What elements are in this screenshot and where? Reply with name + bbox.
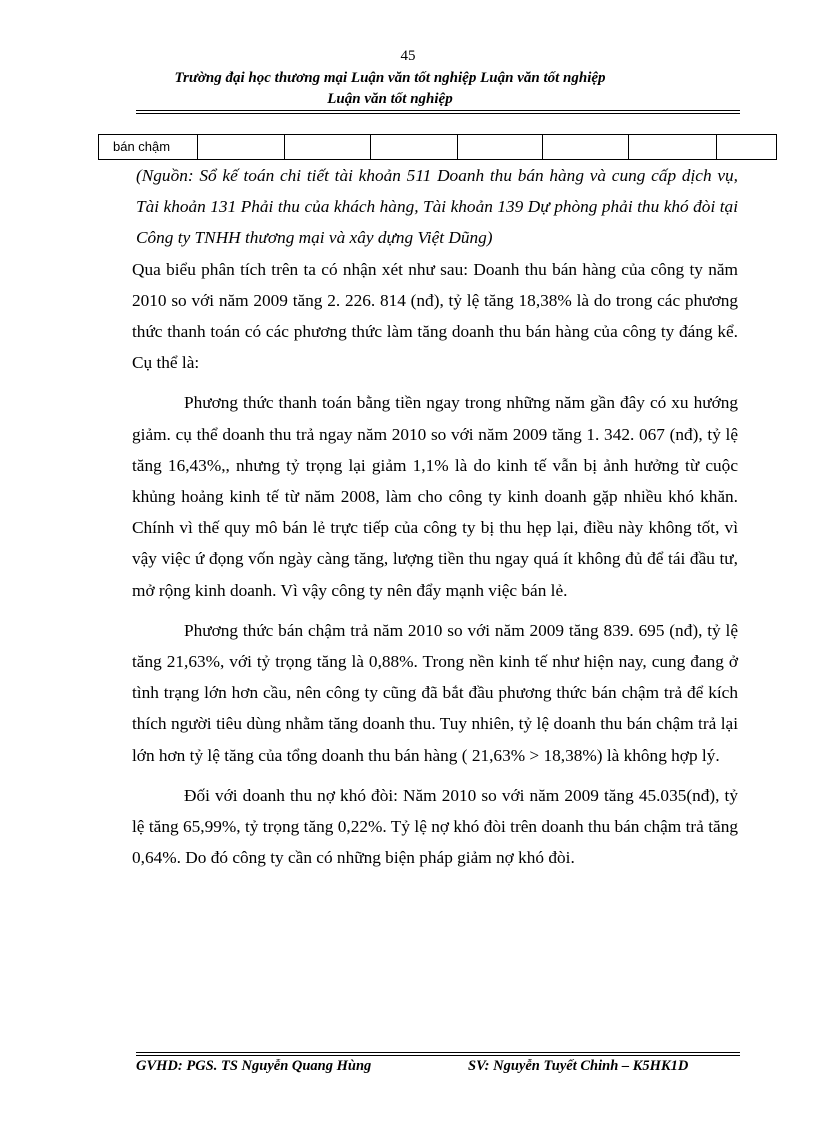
table-cell — [542, 135, 628, 159]
table-cell — [197, 135, 284, 159]
paragraph: Qua biểu phân tích trên ta có nhận xét như sau: Doanh thu bán hàng của công ty năm 2010 so với năm 2009 tăng 2. 226. 814 (nđ), tỷ lệ tăng 18,38% là do trong các phương thức thanh toán có các phương thức làm tăng doanh thu bán hàng của công ty đáng kể. Cụ thể là: — [132, 259, 738, 373]
header-title-line2: Luận văn tốt nghiệp — [327, 91, 453, 107]
footer-rule-bottom — [136, 1055, 740, 1056]
body-content — [132, 160, 738, 873]
table-cell — [628, 135, 716, 159]
table-row — [98, 134, 777, 160]
table-cell — [716, 135, 776, 159]
source-note: (Nguồn: Sổ kế toán chi tiết tài khoản 511 Doanh thu bán hàng và cung cấp dịch vụ, Tài khoản 131 Phải thu của khách hàng, Tài khoản 139 Dự phòng phải thu khó đòi tại Công ty TNHH thương mại và xây dựng Việt Dũng) — [136, 166, 738, 248]
footer-supervisor: GVHD: PGS. TS Nguyễn Quang Hùng — [136, 1058, 372, 1074]
paragraph: Đối với doanh thu nợ khó đòi: Năm 2010 so với năm 2009 tăng 45.035(nđ), tỷ lệ tăng 65,99%, tỷ trọng tăng 0,22%. Tỷ lệ nợ khó đòi trên doanh thu bán chậm trả tăng 0,64%. Do đó công ty cần có những biện pháp giảm nợ khó đòi. — [132, 785, 738, 868]
page-header — [120, 68, 660, 110]
footer-student: SV: Nguyễn Tuyết Chinh – K5HK1D — [468, 1058, 689, 1074]
paragraph: Phương thức bán chậm trả năm 2010 so với năm 2009 tăng 839. 695 (nđ), tỷ lệ tăng 21,63%, với tỷ trọng tăng là 0,88%. Trong nền kinh tế như hiện nay, cung đang ở tình trạng lớn hơn cầu, nên công ty cũng đã bắt đầu phương thức bán chậm trả để kích thích người tiêu dùng nhằm tăng doanh thu. Tuy nhiên, tỷ lệ doanh thu bán chậm trả lại lớn hơn tỷ lệ tăng của tổng doanh thu bán hàng ( 21,63% > 18,38%) là không hợp lý. — [132, 620, 738, 765]
table-cell — [370, 135, 457, 159]
header-title-line1: Trường đại học thương mại Luận văn tốt nghiệp Luận văn tốt nghiệp — [174, 70, 606, 86]
paragraph: Phương thức thanh toán bằng tiền ngay trong những năm gần đây có xu hướng giảm. cụ thể doanh thu trả ngay năm 2010 so với năm 2009 tăng 1. 342. 067 (nđ), tỷ lệ tăng 16,43%,, nhưng tỷ trọng lại giảm 1,1% là do kinh tế vẫn bị ảnh hưởng từ cuộc khủng hoảng kinh tế từ năm 2008, làm cho công ty kinh doanh gặp nhiều khó khăn. Chính vì thế quy mô bán lẻ trực tiếp của công ty bị thu hẹp lại, điều này không tốt, vì vậy việc ứ đọng vốn ngày càng tăng, lượng tiền thu ngay quá ít không đủ để tái đầu tư, mở rộng kinh doanh. Vì vậy công ty nên đẩy mạnh việc bán lẻ. — [132, 393, 738, 600]
table-cell — [284, 135, 370, 159]
header-rule-top — [136, 110, 740, 111]
footer-rule-top — [136, 1052, 740, 1053]
table-cell-label: bán chậm — [113, 139, 171, 154]
table-cell — [457, 135, 542, 159]
header-rule-bottom — [136, 113, 740, 114]
page-number: 45 — [400, 48, 416, 64]
